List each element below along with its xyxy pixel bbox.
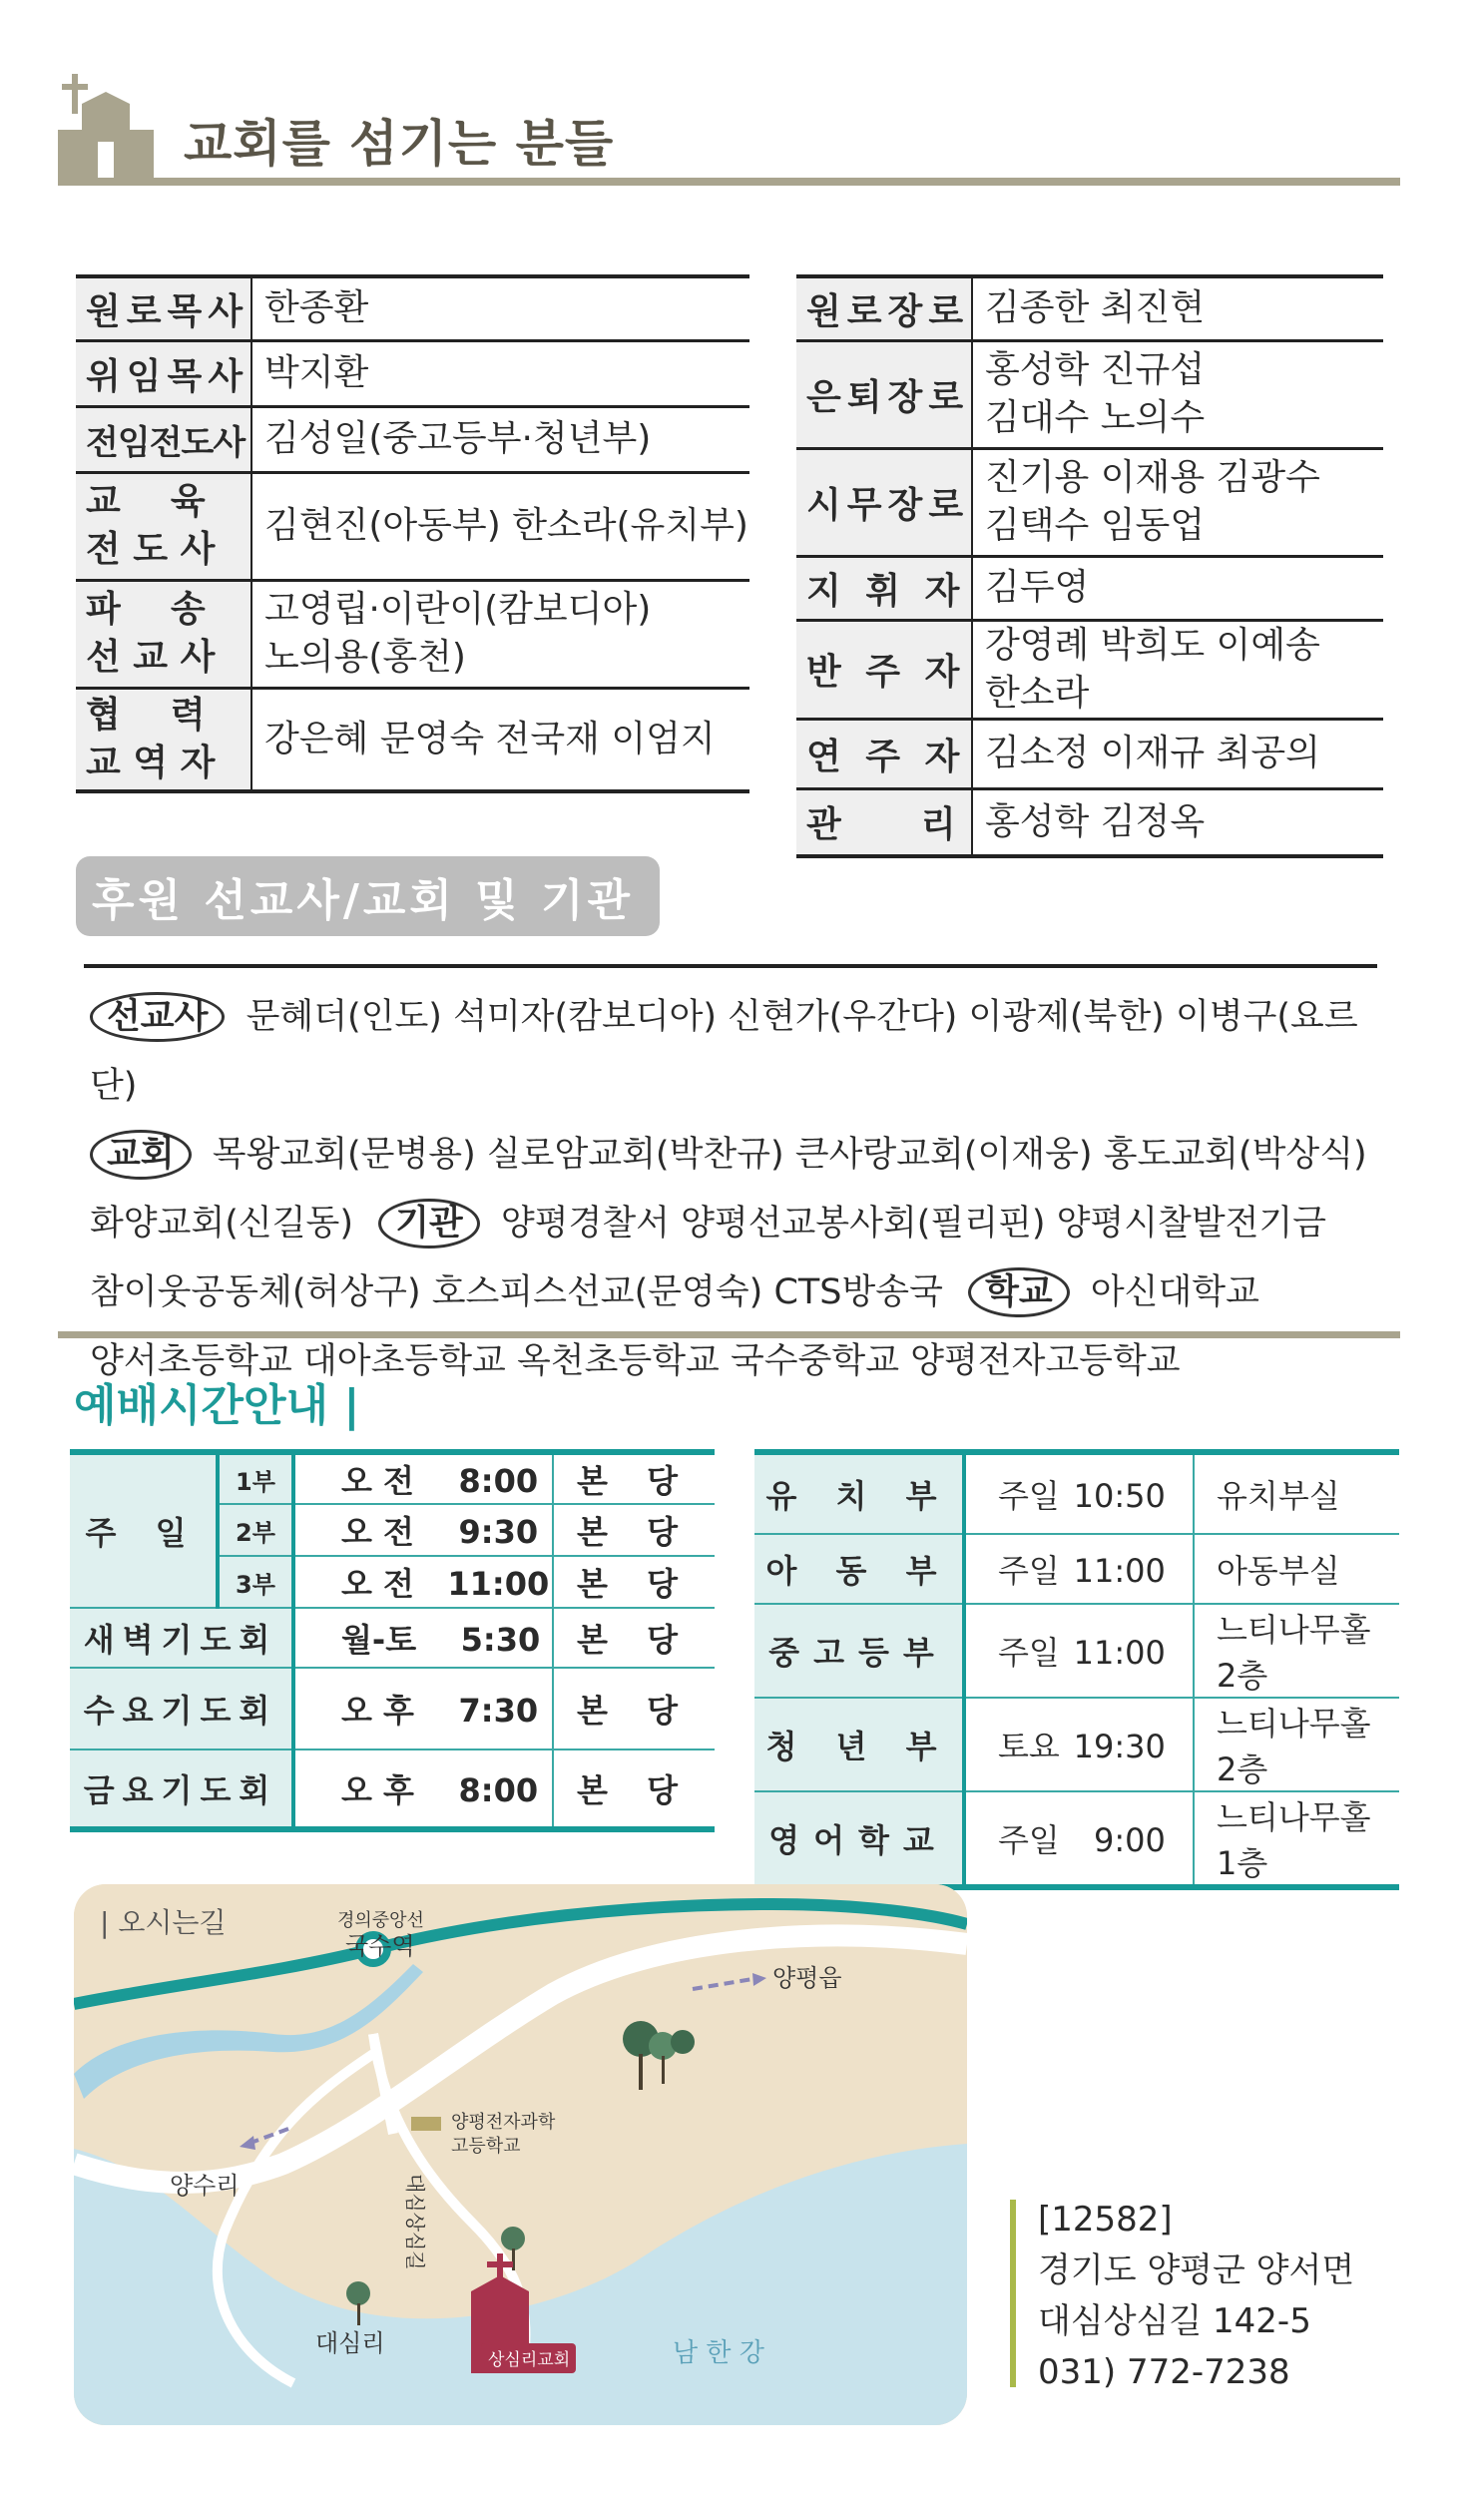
school-label: 고등학교 [451, 2136, 521, 2157]
sunday-label: 주 일 [70, 1452, 218, 1608]
service-place: 본 당 [553, 1608, 715, 1668]
time: 11:00 [1073, 1634, 1166, 1672]
department-room: 느티나무홀 1층 [1194, 1791, 1399, 1887]
names-value: 박지환 [251, 340, 749, 406]
support-line [90, 983, 1397, 1121]
yangsuri-label: 양수리 [170, 2172, 240, 2200]
day: 주일 [998, 1477, 1060, 1515]
station-label: 국수역 [345, 1932, 415, 1960]
table-row [76, 340, 749, 406]
role-line: 교 역 자 [86, 742, 216, 783]
worship-table-right [754, 1449, 1399, 1890]
names-value: 홍성학 김정옥 [972, 788, 1383, 856]
table-row [754, 1452, 1399, 1534]
table-row [754, 1604, 1399, 1698]
phone-number: 031) 772-7238 [1038, 2352, 1290, 2392]
time: 10:50 [1073, 1477, 1166, 1515]
table-row [796, 556, 1383, 620]
names-value: 김두영 [972, 556, 1383, 620]
river-label: 남 한 강 [673, 2338, 764, 2368]
orgs-text: 양평경찰서 양평선교봉사회(필리핀) 양평시찰발전기금 [500, 1204, 1327, 1244]
org-tag: 기관 [378, 1199, 480, 1249]
department-room: 유치부실 [1194, 1452, 1399, 1534]
names-value: 김현진(아동부) 한소라(유치부) [251, 472, 749, 580]
service-place: 본 당 [553, 1556, 715, 1608]
role-line: 협 력 [86, 694, 206, 736]
school-label: 양평전자과학 [451, 2112, 556, 2133]
church-tag: 교회 [90, 1130, 192, 1180]
names-line: 한소라 [985, 672, 1090, 714]
support-line [90, 1190, 1397, 1258]
table-row [796, 620, 1383, 719]
day: 주일 [998, 1821, 1060, 1859]
names-value: 한종환 [251, 276, 749, 340]
address-line: 대심상심길 142-5 [1038, 2301, 1311, 2341]
role-label: 전임전도사 [76, 406, 251, 472]
names-line: 김택수 임동업 [985, 505, 1206, 546]
names-value [251, 580, 749, 688]
service-time: 오 후 8:00 [293, 1749, 553, 1829]
service-label: 금요기도회 [70, 1749, 293, 1829]
service-time: 월-토 5:30 [293, 1608, 553, 1668]
service-place: 본 당 [553, 1668, 715, 1749]
service-time: 오 전 11:00 [293, 1556, 553, 1608]
support-line [90, 1121, 1397, 1190]
table-row [796, 788, 1383, 856]
zip-code: [12582] [1038, 2200, 1173, 2240]
table-row [70, 1452, 715, 1504]
service-number: 2부 [218, 1504, 293, 1556]
department-room: 느티나무홀 2층 [1194, 1698, 1399, 1791]
map-drawing [74, 1884, 967, 2425]
service-time: 오 후 7:30 [293, 1668, 553, 1749]
department-label: 영어학교 [754, 1791, 964, 1887]
churches-text: 목왕교회(문병용) 실로암교회(박찬규) 큰사랑교회(이재웅) 홍도교회(박상식) [212, 1135, 1367, 1175]
service-label: 수요기도회 [70, 1668, 293, 1749]
department-room: 느티나무홀 2층 [1194, 1604, 1399, 1698]
role-label [76, 580, 251, 688]
staff-table-right [796, 274, 1383, 858]
station-line-label: 경의중앙선 [337, 1910, 424, 1931]
day: 주일 [998, 1634, 1060, 1672]
table-row [70, 1668, 715, 1749]
role-label: 위임목사 [76, 340, 251, 406]
names-line: 강영례 박희도 이예송 [985, 624, 1320, 666]
role-label: 연 주 자 [796, 719, 972, 788]
service-label: 새벽기도회 [70, 1608, 293, 1668]
table-row [754, 1698, 1399, 1791]
day: 주일 [998, 1552, 1060, 1590]
department-time [964, 1452, 1194, 1534]
missionaries-text: 문혜더(인도) 석미자(캄보디아) 신현가(우간다) 이광제(북한) 이병구(요르단) [90, 997, 1358, 1106]
yangpyeong-label: 양평읍 [772, 1964, 842, 1992]
table-row [796, 719, 1383, 788]
orgs-text: 참이웃공동체(허상구) 호스피스선교(문영숙) CTS방송국 [90, 1272, 943, 1312]
missionary-tag: 선교사 [90, 992, 225, 1042]
table-row [796, 448, 1383, 556]
header-rule [58, 178, 1400, 186]
time: 9:00 [1093, 1821, 1166, 1859]
service-time: 오 전 8:00 [293, 1452, 553, 1504]
role-line: 전 도 사 [86, 529, 216, 570]
role-line: 교 육 [86, 481, 206, 522]
directions-map [74, 1884, 967, 2425]
role-label: 원로장로 [796, 276, 972, 340]
schools-text: 양서초등학교 대아초등학교 옥천초등학교 국수중학교 양평전자고등학교 [90, 1341, 1181, 1381]
page-title: 교회를 섬기는 분들 [184, 115, 615, 173]
role-line: 선 교 사 [86, 637, 216, 678]
map-title: | 오시는길 [100, 1906, 227, 1939]
names-value: 김성일(중고등부·청년부) [251, 406, 749, 472]
daesimri-label: 대심리 [315, 2329, 385, 2357]
service-place: 본 당 [553, 1452, 715, 1504]
school-tag: 학교 [968, 1267, 1070, 1317]
names-line: 노의용(홍천) [264, 637, 466, 678]
church-icon [58, 74, 154, 182]
day: 토요 [998, 1728, 1060, 1765]
support-line [90, 1258, 1397, 1327]
worship-title: 예배시간안내 | [74, 1380, 360, 1431]
role-line: 파 송 [86, 589, 206, 630]
support-rule [84, 964, 1377, 968]
churches-text: 화양교회(신길동) [90, 1204, 353, 1244]
service-number: 1부 [218, 1452, 293, 1504]
names-line: 고영립·이란이(캄보디아) [264, 589, 652, 630]
role-label: 시무장로 [796, 448, 972, 556]
school-icon [411, 2117, 441, 2131]
names-line: 홍성학 진규섭 [985, 349, 1206, 390]
role-label [76, 472, 251, 580]
address-block [1038, 2195, 1354, 2398]
service-place: 본 당 [553, 1749, 715, 1829]
table-row [754, 1791, 1399, 1887]
names-value [972, 620, 1383, 719]
table-row [754, 1534, 1399, 1604]
table-row [76, 472, 749, 580]
table-row [76, 688, 749, 791]
staff-table-left [76, 274, 749, 793]
department-time [964, 1698, 1194, 1791]
church-label: 상심리교회 [488, 2350, 571, 2370]
time: 11:00 [1073, 1552, 1166, 1590]
department-label: 중고등부 [754, 1604, 964, 1698]
department-label: 유 치 부 [754, 1452, 964, 1534]
role-label: 원로목사 [76, 276, 251, 340]
table-row [796, 276, 1383, 340]
role-label: 관 리 [796, 788, 972, 856]
table-row [76, 406, 749, 472]
role-label: 지 휘 자 [796, 556, 972, 620]
department-room: 아동부실 [1194, 1534, 1399, 1604]
department-time [964, 1534, 1194, 1604]
service-number: 3부 [218, 1556, 293, 1608]
names-value: 김종한 최진현 [972, 276, 1383, 340]
section-header [58, 74, 1400, 186]
department-label: 아 동 부 [754, 1534, 964, 1604]
table-row [76, 276, 749, 340]
address-line: 경기도 양평군 양서면 [1038, 2250, 1355, 2290]
section-divider [58, 1331, 1400, 1338]
address-bar [1010, 2200, 1016, 2387]
role-label: 반 주 자 [796, 620, 972, 719]
support-title: 후원 선교사/교회 및 기관 [76, 856, 660, 936]
names-value [972, 448, 1383, 556]
worship-table-left [70, 1449, 715, 1832]
names-line: 김대수 노의수 [985, 397, 1206, 438]
road-label: 대심상심길 [403, 2174, 427, 2270]
names-value: 강은혜 문영숙 전국재 이엄지 [251, 688, 749, 791]
department-label: 청 년 부 [754, 1698, 964, 1791]
time: 19:30 [1073, 1728, 1166, 1765]
schools-text: 아신대학교 [1090, 1272, 1259, 1312]
table-row [76, 580, 749, 688]
table-row [70, 1608, 715, 1668]
role-label [76, 688, 251, 791]
names-value: 김소정 이재규 최공의 [972, 719, 1383, 788]
service-time: 오 전 9:30 [293, 1504, 553, 1556]
names-value [972, 340, 1383, 448]
table-row [796, 340, 1383, 448]
service-place: 본 당 [553, 1504, 715, 1556]
department-time [964, 1604, 1194, 1698]
department-time [964, 1791, 1194, 1887]
role-label: 은퇴장로 [796, 340, 972, 448]
names-line: 진기용 이재용 김광수 [985, 457, 1320, 498]
table-row [70, 1749, 715, 1829]
